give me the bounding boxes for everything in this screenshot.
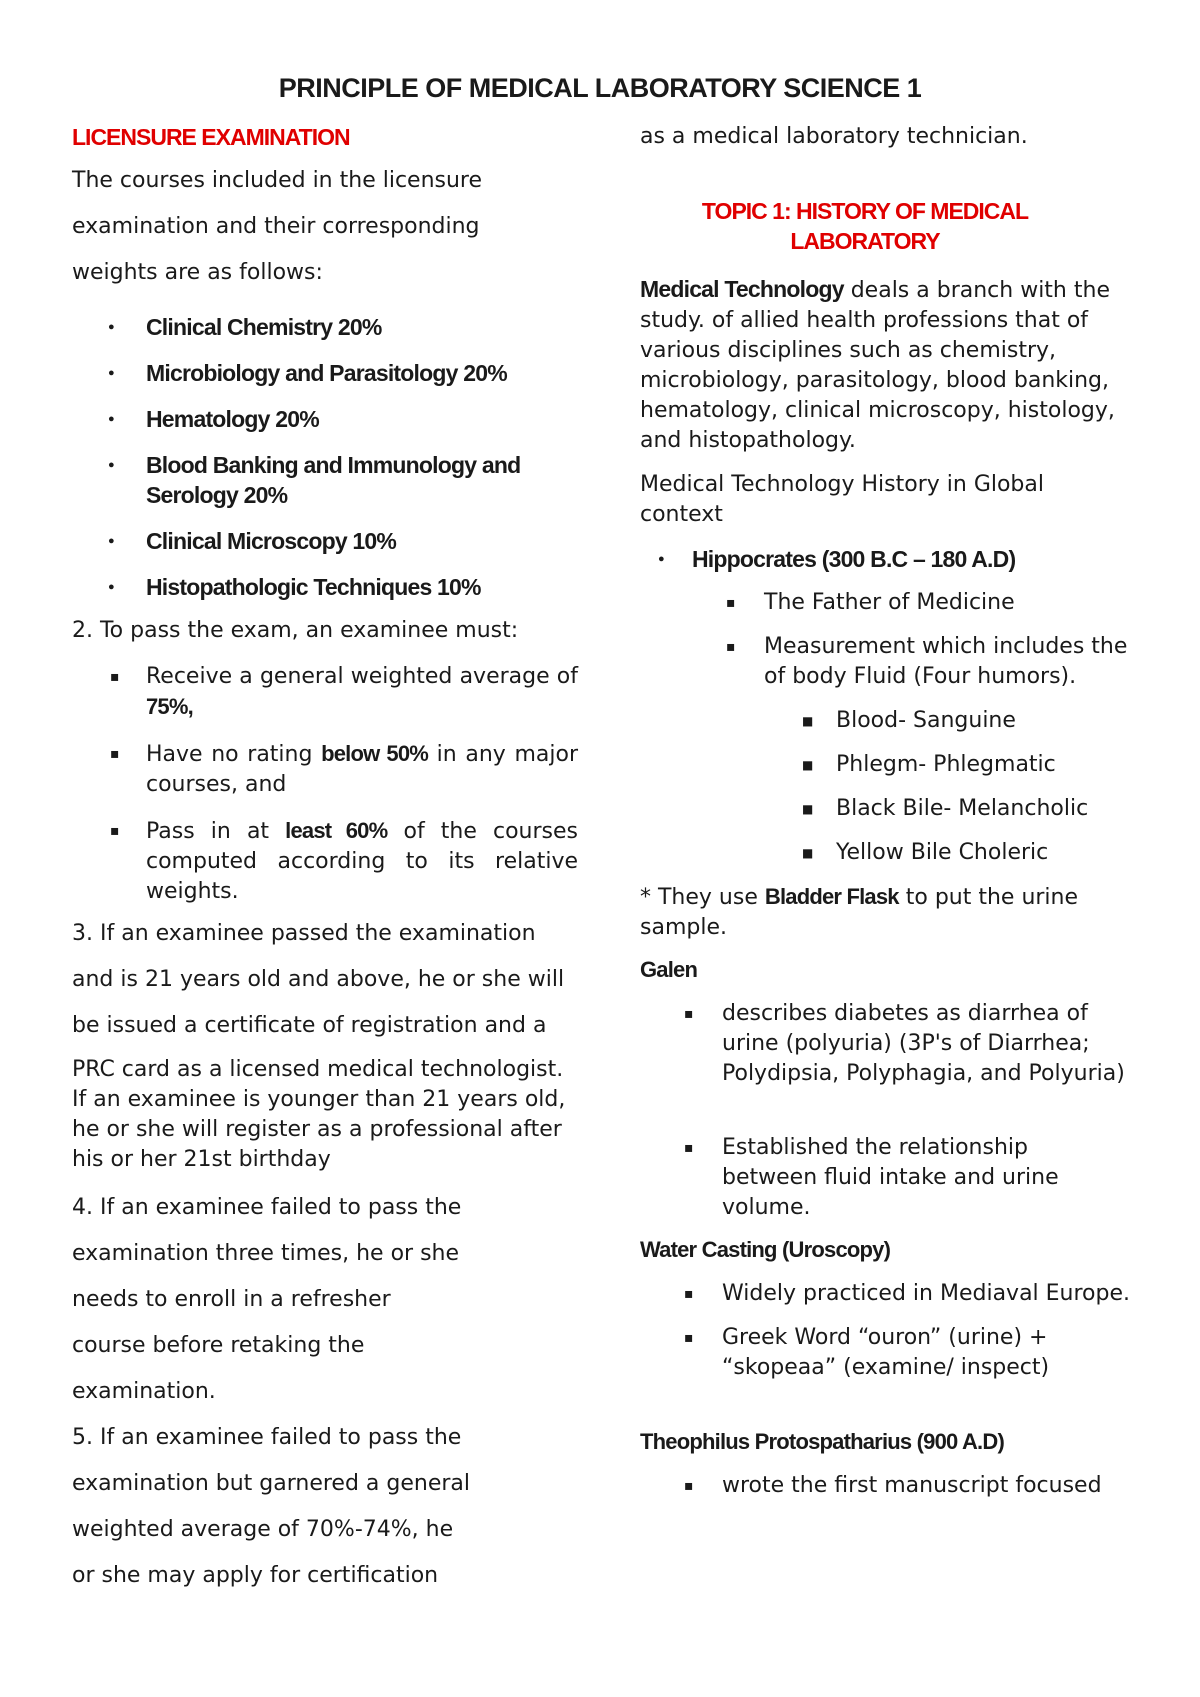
topic-heading-line: TOPIC 1: HISTORY OF MEDICAL <box>701 198 1029 224</box>
right-column <box>640 122 1130 1501</box>
water-casting-heading: Water Casting (Uroscopy) <box>640 1237 891 1262</box>
pass-rule-text: of the courses computed according to its relative weights. <box>146 819 579 904</box>
water-casting-item: ▪ Greek Word “ouron” (urine) + “skopeaa” (examine/ inspect) <box>640 1323 1130 1383</box>
humor-item: ■ Black Bile- Melancholic <box>640 794 1130 824</box>
galen-item: ▪ describes diabetes as diarrhea of urine (polyuria) (3P's of Diarrhea; Polydipsia, Polyphagia, and Polyuria) <box>640 999 1130 1089</box>
item3-line: be issued a certificate of registration and a <box>72 1013 547 1038</box>
licensure-heading: LICENSURE EXAMINATION <box>72 124 350 150</box>
pass-rule-bold: least 60% <box>285 818 388 843</box>
item5-line: 5. If an examinee failed to pass the <box>72 1425 462 1450</box>
medtech-term: Medical Technology <box>640 276 844 302</box>
item5-line: or she may apply for certification <box>72 1563 439 1588</box>
continued-text: as a medical laboratory technician. <box>640 124 1028 149</box>
hippocrates-item: ▪ The Father of Medicine <box>640 588 1130 618</box>
item3-paragraph <box>72 911 578 1049</box>
item4-paragraph <box>72 1185 578 1415</box>
medtech-text: deals a branch with the study. of allied health professions that of various disciplines such as chemistry, microbiology, parasitology, blood banking, hematology, clinical microscopy, histology, and histopathology. <box>640 278 1115 453</box>
pass-rule-text: Receive a general weighted average of <box>146 664 578 689</box>
course-item: ● Histopathologic Techniques 10% <box>72 572 578 602</box>
course-list <box>72 312 578 602</box>
intro-line: weights are as follows: <box>72 260 323 285</box>
course-item: ● Clinical Microscopy 10% <box>72 526 578 556</box>
intro-paragraph <box>72 158 578 296</box>
item4-line: needs to enroll in a refresher <box>72 1287 391 1312</box>
water-casting-item: ▪ Widely practiced in Mediaval Europe. <box>640 1279 1130 1309</box>
course-item: ● Blood Banking and Immunology and Serology 20% <box>72 450 578 510</box>
bladder-term: Bladder Flask <box>764 884 899 909</box>
bladder-text: to put the urine sample. <box>640 885 1079 940</box>
item4-line: examination three times, he or she <box>72 1241 460 1266</box>
pass-rule-bold: 75%, <box>146 694 193 719</box>
topic-heading-line: LABORATORY <box>790 228 940 254</box>
galen-heading: Galen <box>640 957 698 982</box>
item4-line: course before retaking the <box>72 1333 365 1358</box>
humors-list <box>640 706 1130 868</box>
humor-item: ■ Blood- Sanguine <box>640 706 1130 736</box>
pass-requirement-intro: 2. To pass the exam, an examinee must: <box>72 618 519 643</box>
course-item: ● Hematology 20% <box>72 404 578 434</box>
hippocrates-items <box>640 588 1130 692</box>
left-column <box>72 122 578 1599</box>
item3-line: and is 21 years old and above, he or she will <box>72 967 565 992</box>
pass-rule-bold: below 50% <box>321 741 429 766</box>
course-item: ● Microbiology and Parasitology 20% <box>72 358 578 388</box>
galen-item: ▪ Established the relationship between fluid intake and urine volume. <box>640 1133 1130 1223</box>
theophilus-item: ▪ wrote the first manuscript focused <box>640 1471 1130 1501</box>
pass-rules-list <box>72 662 578 907</box>
item4-line: examination. <box>72 1379 216 1404</box>
theophilus-heading: Theophilus Protospatharius (900 A.D) <box>640 1429 1004 1454</box>
bladder-text: * They use <box>640 885 765 910</box>
pass-rule-text: Have no rating <box>146 742 322 767</box>
galen-list <box>640 999 1130 1223</box>
item3-line: 3. If an examinee passed the examination <box>72 921 536 946</box>
pass-rule <box>72 662 578 723</box>
humor-item: ■ Phlegm- Phlegmatic <box>640 750 1130 780</box>
theophilus-list <box>640 1471 1130 1501</box>
topic-heading <box>640 196 1090 256</box>
bladder-note <box>640 882 1130 943</box>
pass-rule-text: Pass in at <box>146 819 286 844</box>
pass-rule <box>72 739 578 800</box>
item3-rest: PRC card as a licensed medical technologist. If an examinee is younger than 21 years old, he or she will register as a professional after his or her 21st birthday <box>72 1057 566 1172</box>
hippocrates-heading: ● Hippocrates (300 B.C – 180 A.D) <box>640 544 1130 574</box>
water-casting-list <box>640 1279 1130 1383</box>
hippocrates-item: ▪ Measurement which includes the of body Fluid (Four humors). <box>640 632 1130 692</box>
medtech-definition <box>640 274 1130 456</box>
item4-line: 4. If an examinee failed to pass the <box>72 1195 462 1220</box>
hippocrates-list <box>640 544 1130 574</box>
course-item: ● Clinical Chemistry 20% <box>72 312 578 342</box>
intro-line: The courses included in the licensure <box>72 168 483 193</box>
pass-rule-text: in any major courses, and <box>146 742 578 797</box>
global-context: Medical Technology History in Global context <box>640 472 1044 527</box>
item5-paragraph <box>72 1415 578 1599</box>
humor-item: ■ Yellow Bile Choleric <box>640 838 1130 868</box>
page-title: PRINCIPLE OF MEDICAL LABORATORY SCIENCE 1 <box>278 73 922 103</box>
item5-line: weighted average of 70%-74%, he <box>72 1517 454 1542</box>
pass-rule <box>72 816 578 907</box>
intro-line: examination and their corresponding <box>72 214 480 239</box>
item5-line: examination but garnered a general <box>72 1471 471 1496</box>
